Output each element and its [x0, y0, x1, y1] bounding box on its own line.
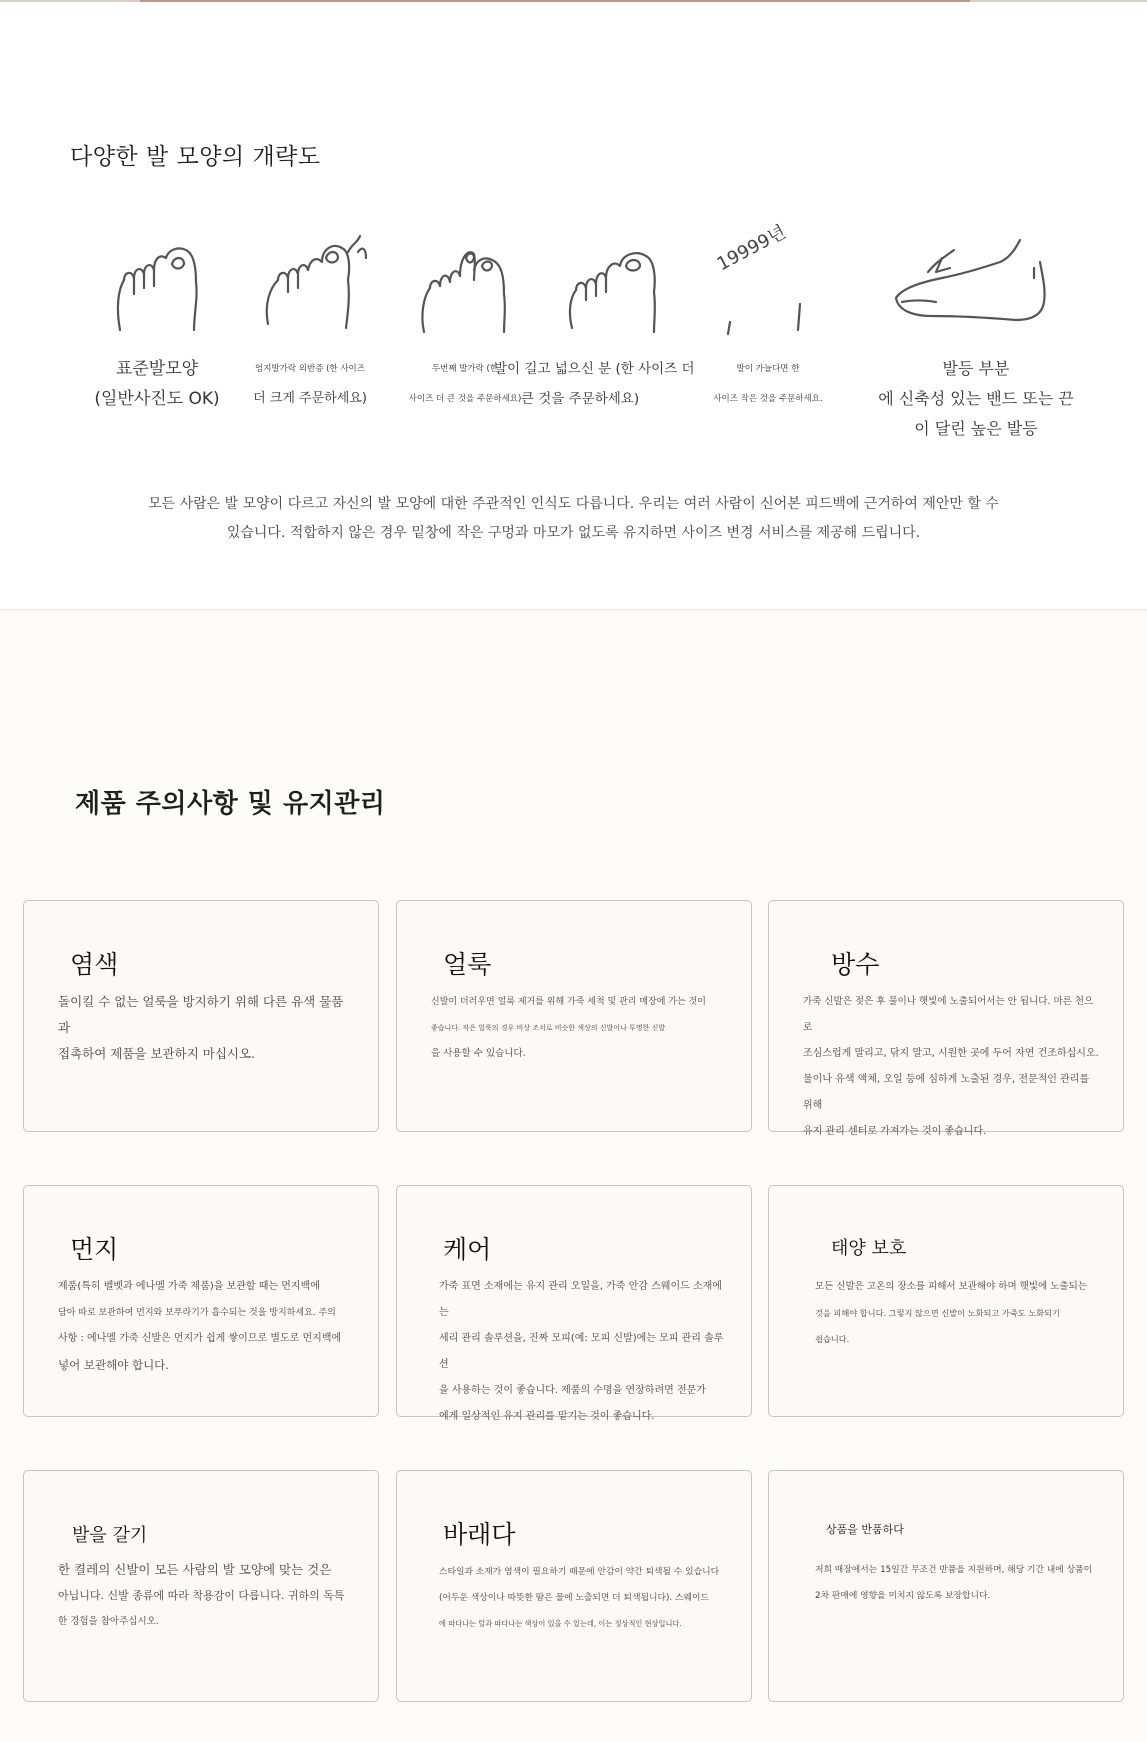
year-mark-text: 19999년: [713, 221, 790, 276]
care-card-stain: [396, 900, 752, 1132]
care-card-sun: [768, 1185, 1124, 1417]
card-title: 발을 갈기: [72, 1525, 148, 1546]
care-card-dye: [23, 900, 379, 1132]
caption-second-toe: 두번째 발가락 (한 사이즈 더 큰 것을 주문하세요): [408, 364, 522, 404]
caption-high-instep: 발등 부분 에 신축성 있는 밴드 또는 끈 이 달린 높은 발등: [878, 359, 1074, 438]
card-body: 가죽 신발은 젖은 후 물이나 햇빛에 노출되어서는 안 됩니다. 마른 천으로 조심스럽게 말리고, 닦지 말고, 시원한 곳에 두어 자연 건조하십시오. 물이나 유색 액체, 오일 등에 심하게 노출된 경우, 전문적인 관리를 위해 유지 관리 센터로 가져가는 것이 좋습니다.: [803, 996, 1099, 1137]
care-card-care: [396, 1185, 752, 1422]
card-body: 한 켤레의 신발이 모든 사람의 발 모양에 맞는 것은 아닙니다. 신발 종류에 따라 착용감이 다릅니다. 귀하의 독특 한 경험을 참아주십시오.: [58, 1562, 345, 1627]
card-title: 상품을 반품하다: [826, 1523, 904, 1536]
card-body: 신발이 더러우면 얼룩 제거를 위해 가죽 세척 및 관리 매장에 가는 것이 좋습니다. 작은 얼룩의 경우 비상 조치로 비슷한 색상의 신발이나 투명한 신발 을 사용할 수 있습니다.: [431, 997, 706, 1059]
care-card-dust: [23, 1185, 379, 1417]
foot-shape-title: 다양한 발 모양의 개략도: [70, 144, 321, 170]
card-body: 가죽 표면 소재에는 유지 관리 오일을, 가죽 안감 스웨이드 소재에는 세리 관리 솔루션을, 진짜 모피(예: 모피 신발)에는 모피 관리 솔루션 을 사용하는 것이 좋습니다. 제품의 수명을 연장하려면 전문가 에게 일상적인 유지 관리를 맡기는 것이 좋습니다.: [439, 1281, 724, 1422]
care-card-fade: [396, 1470, 752, 1702]
card-title: 염색: [70, 950, 119, 979]
standard-foot-icon: [112, 238, 212, 330]
card-title: 태양 보호: [831, 1238, 907, 1259]
slim-foot-icon: [722, 300, 802, 336]
card-title: 먼지: [70, 1235, 119, 1264]
card-title: 얼룩: [443, 950, 492, 979]
foot-shape-description: 모든 사람은 발 모양이 다르고 자신의 발 모양에 대한 주관적인 인식도 다릅니다. 우리는 여러 사람이 신어본 피드백에 근거하여 제안만 할 수 있습니다. 적합하지 않은 경우 밑창에 작은 구멍과 마모가 없도록 유지하면 사이즈 변경 서비스를 제공해 드립니다.: [148, 496, 999, 541]
long-second-toe-foot-icon: [418, 240, 518, 332]
care-title: 제품 주의사항 및 유지관리: [75, 789, 386, 819]
care-card-return: [768, 1470, 1124, 1702]
caption-bunion: 엄지발가락 외반증 (한 사이즈 더 크게 주문하세요): [253, 364, 367, 406]
care-card-waterproof: [768, 900, 1124, 1137]
long-wide-foot-icon: [566, 246, 670, 332]
caption-standard: 표준발모양 (일반사진도 OK): [94, 359, 220, 409]
card-body: 제품(특히 벨벳과 에나멜 가죽 제품)을 보관할 때는 먼지백에 담아 따로 보관하여 먼지와 보푸라기가 흡수되는 것을 방지하세요. 주의 사항 : 에나멜 가죽 신발은 먼지가 쉽게 쌓이므로 별도로 먼지백에 넣어 보관해야 합니다.: [58, 1281, 342, 1372]
high-instep-foot-icon: [892, 238, 1052, 330]
card-title: 바래다: [443, 1520, 516, 1549]
caption-slim: 발이 가늘다면 한 사이즈 작은 것을 주문하세요.: [713, 364, 823, 404]
card-body: 스타일과 소재가 염색이 필요하기 때문에 안감이 약간 퇴색될 수 있습니다 (어두운 색상이나 따뜻한 땀은 물에 노출되면 더 퇴색됩니다). 스웨이드 에 따다나는 털과 따다나는 색상이 있을 수 있는데, 이는 정상적인 현상입니다.: [439, 1567, 720, 1628]
card-title: 방수: [831, 950, 880, 979]
card-body: 돌이킬 수 없는 얼룩을 방지하기 위해 다른 유색 물품과 접촉하여 제품을 보관하지 마십시오.: [58, 994, 344, 1061]
card-body: 모든 신발은 고온의 장소를 피해서 보관해야 하며 햇빛에 노출되는 것을 피해야 합니다. 그렇지 않으면 신발이 노화되고 가죽도 노화되기 쉽습니다.: [815, 1281, 1087, 1344]
caption-long-wide: 발이 길고 넓으신 분 (한 사이즈 더 큰 것을 주문하세요): [494, 361, 695, 407]
care-card-wear-in: [23, 1470, 379, 1702]
bunion-foot-icon: [262, 232, 370, 332]
card-title: 케어: [443, 1235, 492, 1264]
card-body: 저희 매장에서는 15일간 무조건 반품을 지원하며, 해당 기간 내에 상품이 2차 판매에 영향을 미치지 않도록 보장합니다.: [815, 1565, 1093, 1601]
